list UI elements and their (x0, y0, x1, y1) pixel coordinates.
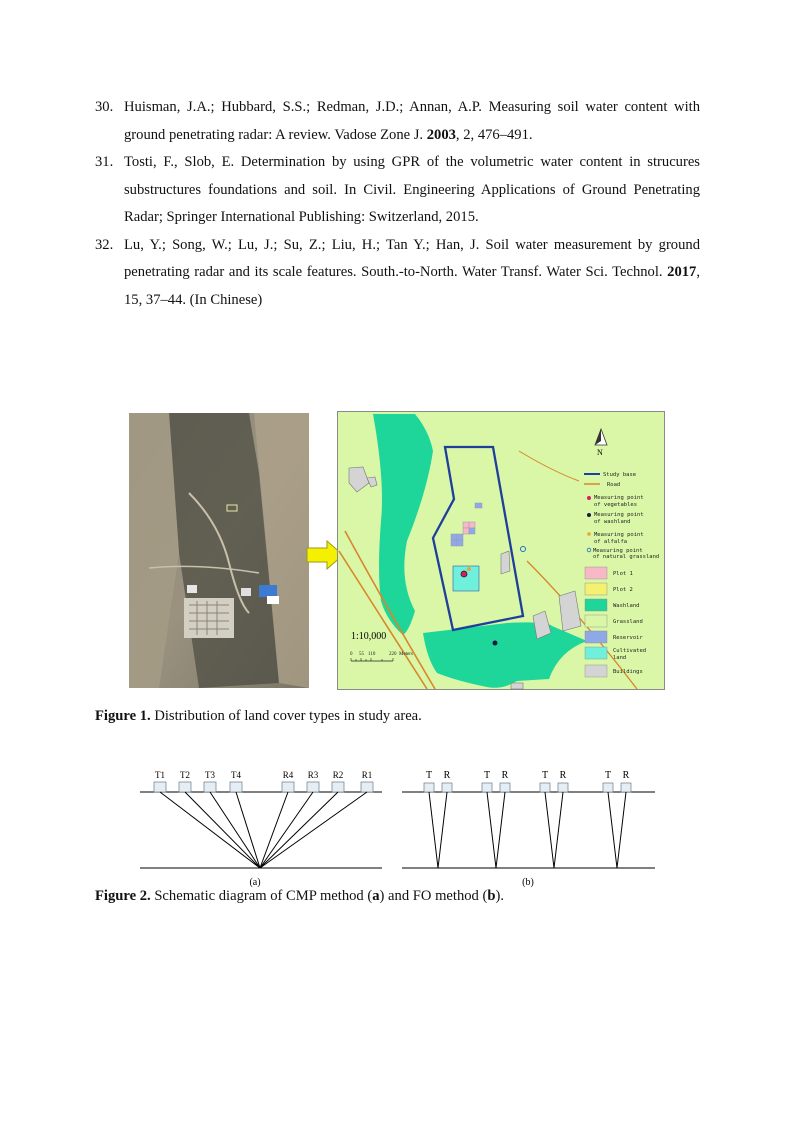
transmitter-antenna (154, 782, 166, 792)
reference-text-end: , 2, 476–491. (455, 126, 533, 143)
ray-path (260, 792, 367, 868)
land-cover-map (337, 411, 665, 690)
svg-text:Reservoir: Reservoir (613, 635, 643, 641)
north-label: N (597, 448, 603, 457)
receiver-antenna (621, 783, 631, 792)
receiver-label: R3 (307, 770, 319, 780)
transmitter-label: T (604, 770, 612, 781)
ray-path (236, 792, 260, 868)
reference-year: 2003 (426, 126, 456, 143)
figure-2-diagram (120, 760, 665, 890)
svg-text:of vegetables: of vegetables (594, 502, 638, 508)
svg-text:55: 55 (359, 652, 364, 657)
reference-year: 2017 (667, 264, 697, 280)
transmitter-antenna (230, 782, 242, 792)
svg-text:Grassland: Grassland (613, 619, 643, 625)
transmitter-label: T (425, 770, 433, 781)
ray-path (438, 792, 447, 868)
svg-text:Study base: Study base (603, 472, 637, 478)
cultivated-plot (453, 566, 479, 591)
ray-path (496, 792, 505, 868)
reference-text-end: , 15, 37–44. (In Chinese) (124, 264, 700, 308)
reference-number: 32. (95, 236, 114, 253)
receiver-antenna (332, 782, 344, 792)
transmitter-label: T (483, 770, 491, 781)
svg-text:110: 110 (368, 652, 376, 657)
svg-text:Meters: Meters (399, 652, 413, 657)
receiver-antenna (558, 783, 568, 792)
ray-path (429, 792, 438, 868)
receiver-label: R1 (361, 770, 373, 780)
receiver-label: R (559, 770, 567, 781)
transmitter-label: T (541, 770, 549, 781)
ray-path (185, 792, 260, 868)
reference-text: Huisman, J.A.; Hubbard, S.S.; Redman, J.D.; Annan, A.P. Measuring soil water content with ground penetrating radar: A review. Vadose Zone J. (124, 99, 700, 143)
transmitter-antenna (603, 783, 613, 792)
svg-text:Measuring point: Measuring point (594, 495, 644, 501)
reference-30 (95, 94, 700, 149)
svg-text:Measuring point: Measuring point (593, 548, 643, 554)
ray-path (260, 792, 313, 868)
fo-panel (424, 770, 631, 868)
svg-text:Measuring point: Measuring point (594, 532, 644, 538)
svg-text:Measuring point: Measuring point (594, 512, 644, 518)
ray-path (260, 792, 338, 868)
svg-text:of alfalfa: of alfalfa (594, 539, 628, 545)
svg-text:Road: Road (607, 482, 621, 488)
receiver-label: R2 (332, 770, 344, 780)
ray-path (554, 792, 563, 868)
reference-number: 31. (95, 154, 114, 170)
panel-a-label: (a) (249, 877, 261, 888)
svg-text:of washland: of washland (594, 519, 631, 525)
receiver-label: R (622, 770, 630, 781)
svg-text:Cultivated: Cultivated (613, 648, 647, 654)
receiver-antenna (500, 783, 510, 792)
svg-text:Buildings: Buildings (613, 669, 643, 675)
ray-path (160, 792, 260, 868)
transmitter-antenna (204, 782, 216, 792)
ray-path (608, 792, 617, 868)
svg-text:0: 0 (350, 652, 353, 657)
satellite-image (129, 413, 309, 688)
ray-path (617, 792, 626, 868)
receiver-antenna (282, 782, 294, 792)
transmitter-label: T4 (231, 770, 241, 780)
svg-text:Washland: Washland (613, 603, 640, 609)
panel-b-label: (b) (522, 877, 534, 888)
reference-number: 30. (95, 99, 114, 115)
figure-2-caption: Figure 2. Schematic diagram of CMP method (a) and FO method (b). (95, 888, 505, 904)
reference-32 (95, 232, 700, 315)
figure-1-caption: Figure 1. Distribution of land cover types in study area. (95, 708, 422, 724)
map-scale: 1:10,000 (351, 631, 387, 642)
cmp-panel (154, 770, 373, 868)
receiver-label: R (443, 770, 451, 781)
reference-list (95, 94, 700, 314)
receiver-antenna (307, 782, 319, 792)
reference-text: Lu, Y.; Song, W.; Lu, J.; Su, Z.; Liu, H.; Tan Y.; Han, J. Soil water measurement by ground penetrating radar and its scale features. South.-to-North. Water Transf. Water Sci. Technol. (124, 236, 700, 280)
transmitter-label: T3 (205, 770, 215, 780)
receiver-antenna (361, 782, 373, 792)
receiver-label: R (501, 770, 509, 781)
receiver-antenna (442, 783, 452, 792)
svg-text:of natural grassland: of natural grassland (593, 554, 660, 560)
transmitter-antenna (540, 783, 550, 792)
transmitter-antenna (179, 782, 191, 792)
svg-text:Plot 2: Plot 2 (613, 587, 633, 593)
reference-31 (95, 149, 700, 232)
svg-text:land: land (613, 655, 627, 661)
transmitter-antenna (424, 783, 434, 792)
ray-path (210, 792, 260, 868)
transmitter-antenna (482, 783, 492, 792)
svg-text:220: 220 (389, 652, 397, 657)
transmitter-label: T1 (155, 770, 165, 780)
receiver-label: R4 (282, 770, 294, 780)
transmitter-label: T2 (180, 770, 190, 780)
ray-path (260, 792, 288, 868)
svg-text:Plot 1: Plot 1 (613, 571, 633, 577)
reference-text: Tosti, F., Slob, E. Determination by using GPR of the volumetric water content in strucures substructures foundations and soil. In Civil. Engineering Applications of Ground Penetrating Radar; Springer International Publishing: Switzerland, 2015. (124, 154, 700, 225)
ray-path (545, 792, 554, 868)
ray-path (487, 792, 496, 868)
